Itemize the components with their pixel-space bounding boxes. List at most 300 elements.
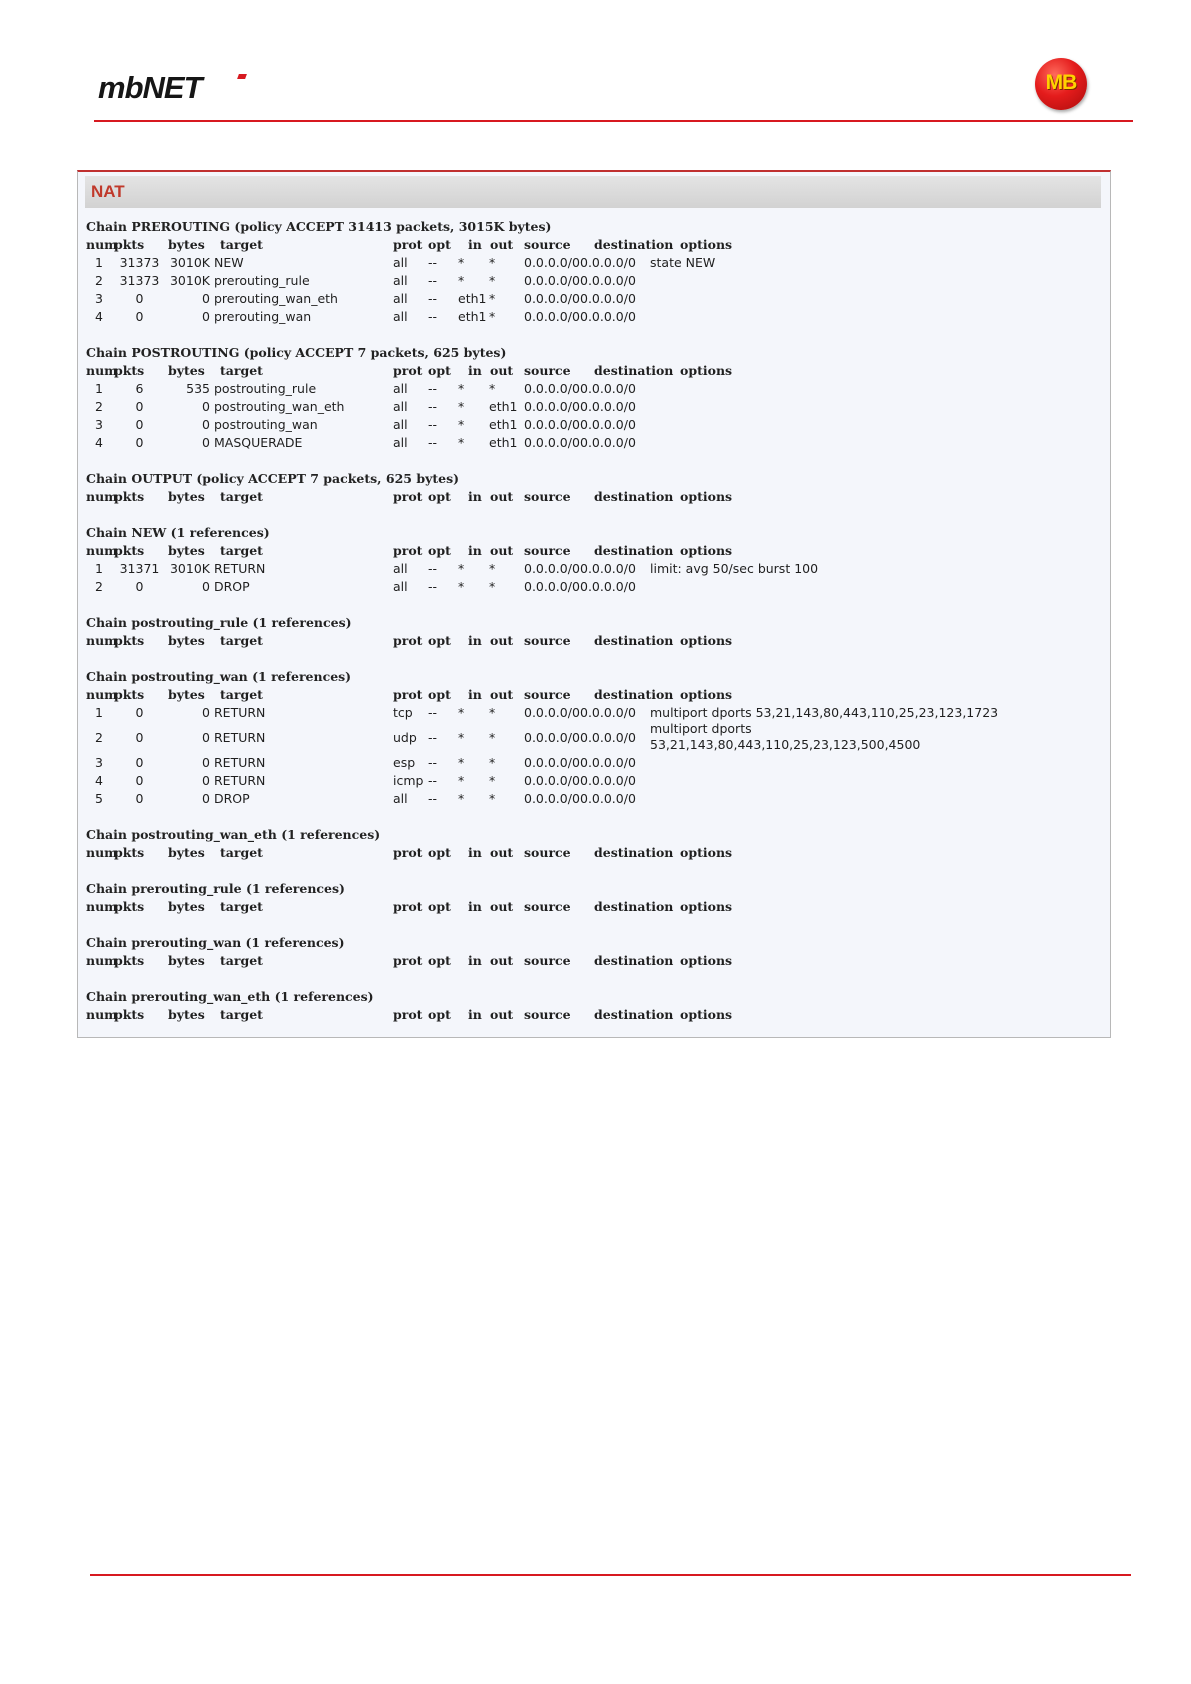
column-header-source: source [524,1007,571,1022]
cell-num: 4 [95,773,103,788]
cell-bytes: 0 [202,791,210,806]
cell-source: 0.0.0.0/0 [524,273,580,288]
cell-options: multiport dports [650,721,752,736]
cell-prot: all [393,291,408,306]
cell-target: NEW [214,255,244,270]
cell-pkts: 0 [135,791,144,806]
column-header-pkts: pkts [114,633,145,648]
nat-panel [77,170,1111,1038]
cell-num: 1 [95,705,103,720]
cell-prot: udp [393,730,417,745]
column-header-opt: opt [428,237,451,252]
cell-destination: 0.0.0.0/0 [580,791,636,806]
cell-bytes: 0 [202,417,210,432]
cell-opt: -- [428,309,438,324]
column-header-row [86,488,1106,506]
column-header-pkts: pkts [114,237,145,252]
cell-out: * [489,561,496,576]
cell-destination: 0.0.0.0/0 [580,273,636,288]
cell-prot: esp [393,755,416,770]
chain-title: Chain prerouting_wan_eth (1 references) [86,989,374,1004]
cell-in: * [458,791,465,806]
column-header-opt: opt [428,899,451,914]
rule-row [86,308,1106,326]
chain-block [86,344,1106,452]
column-header-out: out [490,633,514,648]
column-header-out: out [490,489,514,504]
column-header-options: options [680,1007,733,1022]
rule-row [86,398,1106,416]
chain-block [86,880,1106,916]
cell-destination: 0.0.0.0/0 [580,291,636,306]
column-header-target: target [220,363,263,378]
cell-target: RETURN [214,730,266,745]
cell-pkts: 0 [135,579,144,594]
cell-pkts: 0 [135,773,144,788]
cell-num: 4 [95,435,103,450]
chain-block [86,668,1106,808]
column-header-source: source [524,237,571,252]
column-header-row [86,686,1106,704]
column-header-num: num [86,489,118,504]
cell-out: * [489,273,496,288]
column-header-row [86,952,1106,970]
cell-target: RETURN [214,561,266,576]
column-header-in: in [468,489,482,504]
cell-num: 5 [95,791,103,806]
cell-in: * [458,773,465,788]
cell-source: 0.0.0.0/0 [524,791,580,806]
rule-row [86,772,1106,790]
chain-block [86,470,1106,506]
column-header-pkts: pkts [114,363,145,378]
column-header-bytes: bytes [168,899,205,914]
cell-opt: -- [428,255,438,270]
column-header-opt: opt [428,633,451,648]
cell-pkts: 31371 [119,561,160,576]
cell-out: * [489,309,496,324]
column-header-opt: opt [428,687,451,702]
column-header-out: out [490,953,514,968]
column-header-target: target [220,845,263,860]
cell-pkts: 31373 [119,255,160,270]
column-header-out: out [490,543,514,558]
column-header-target: target [220,953,263,968]
cell-num: 2 [95,273,103,288]
cell-source: 0.0.0.0/0 [524,773,580,788]
column-header-row [86,1006,1106,1024]
column-header-num: num [86,633,118,648]
column-header-options: options [680,687,733,702]
cell-num: 4 [95,309,103,324]
cell-prot: all [393,255,408,270]
column-header-options: options [680,953,733,968]
cell-opt: -- [428,399,438,414]
column-header-in: in [468,953,482,968]
column-header-bytes: bytes [168,489,205,504]
column-header-pkts: pkts [114,1007,145,1022]
cell-pkts: 6 [135,381,144,396]
cell-pkts: 0 [135,435,144,450]
cell-source: 0.0.0.0/0 [524,705,580,720]
cell-prot: all [393,791,408,806]
column-header-in: in [468,1007,482,1022]
rule-row [86,434,1106,452]
column-header-pkts: pkts [114,899,145,914]
chain-block [86,218,1106,326]
cell-destination: 0.0.0.0/0 [580,381,636,396]
cell-opt: -- [428,791,438,806]
cell-source: 0.0.0.0/0 [524,579,580,594]
chain-title: Chain postrouting_wan_eth (1 references) [86,827,381,842]
cell-out: * [489,291,496,306]
cell-options: state NEW [650,255,716,270]
column-header-destination: destination [594,363,674,378]
chain-list [86,218,1106,1042]
column-header-num: num [86,899,118,914]
cell-target: RETURN [214,705,266,720]
cell-in: * [458,705,465,720]
cell-target: postrouting_rule [214,381,317,396]
column-header-destination: destination [594,845,674,860]
chain-block [86,614,1106,650]
column-header-prot: prot [393,237,423,252]
rule-row [86,380,1106,398]
column-header-num: num [86,363,118,378]
cell-destination: 0.0.0.0/0 [580,705,636,720]
cell-bytes: 0 [202,705,210,720]
column-header-opt: opt [428,543,451,558]
logo-text: mbNET [98,70,202,105]
panel-title: NAT [91,182,125,201]
cell-destination: 0.0.0.0/0 [580,773,636,788]
chain-block [86,524,1106,596]
column-header-options: options [680,633,733,648]
cell-opt: -- [428,755,438,770]
cell-target: RETURN [214,755,266,770]
cell-bytes: 0 [202,399,210,414]
column-header-bytes: bytes [168,687,205,702]
column-header-num: num [86,687,118,702]
cell-source: 0.0.0.0/0 [524,309,580,324]
cell-bytes: 3010K [169,561,210,576]
cell-prot: all [393,435,408,450]
cell-num: 2 [95,399,103,414]
chain-block [86,988,1106,1024]
badge-text: MB [1045,71,1077,94]
cell-destination: 0.0.0.0/0 [580,399,636,414]
column-header-in: in [468,363,482,378]
column-header-source: source [524,899,571,914]
cell-bytes: 0 [202,773,210,788]
column-header-opt: opt [428,1007,451,1022]
column-header-target: target [220,543,263,558]
cell-in: * [458,399,465,414]
cell-out: * [489,381,496,396]
column-header-destination: destination [594,633,674,648]
cell-pkts: 0 [135,705,144,720]
cell-bytes: 3010K [169,273,210,288]
column-header-source: source [524,489,571,504]
column-header-in: in [468,237,482,252]
cell-num: 2 [95,579,103,594]
header-divider [94,120,1133,122]
cell-target: DROP [214,791,250,806]
cell-prot: all [393,561,408,576]
cell-target: prerouting_wan [214,309,312,324]
column-header-pkts: pkts [114,845,145,860]
column-header-in: in [468,845,482,860]
cell-in: eth1 [458,309,487,324]
rule-row [86,578,1106,596]
column-header-destination: destination [594,687,674,702]
column-header-bytes: bytes [168,363,205,378]
column-header-row [86,898,1106,916]
cell-destination: 0.0.0.0/0 [580,579,636,594]
column-header-prot: prot [393,543,423,558]
column-header-destination: destination [594,1007,674,1022]
cell-destination: 0.0.0.0/0 [580,435,636,450]
footer-divider [90,1574,1131,1576]
cell-opt: -- [428,291,438,306]
column-header-row [86,362,1106,380]
column-header-in: in [468,543,482,558]
cell-bytes: 0 [202,309,210,324]
column-header-target: target [220,1007,263,1022]
cell-out: eth1 [489,399,518,414]
column-header-bytes: bytes [168,1007,205,1022]
cell-num: 3 [95,755,103,770]
cell-pkts: 0 [135,730,144,745]
column-header-target: target [220,899,263,914]
column-header-opt: opt [428,845,451,860]
cell-in: * [458,435,465,450]
cell-bytes: 3010K [169,255,210,270]
cell-num: 3 [95,291,103,306]
cell-in: * [458,273,465,288]
cell-target: prerouting_rule [214,273,310,288]
cell-opt: -- [428,435,438,450]
cell-options: multiport dports 53,21,143,80,443,110,25,23,123,1723 [650,705,999,720]
column-header-pkts: pkts [114,953,145,968]
column-header-prot: prot [393,953,423,968]
column-header-pkts: pkts [114,687,145,702]
column-header-pkts: pkts [114,543,145,558]
cell-bytes: 0 [202,730,210,745]
cell-destination: 0.0.0.0/0 [580,255,636,270]
cell-prot: all [393,399,408,414]
column-header-row [86,542,1106,560]
cell-options: limit: avg 50/sec burst 100 [650,561,819,576]
column-header-bytes: bytes [168,633,205,648]
column-header-out: out [490,237,514,252]
chain-title: Chain POSTROUTING (policy ACCEPT 7 packets, 625 bytes) [86,345,507,360]
column-header-opt: opt [428,489,451,504]
column-header-prot: prot [393,687,423,702]
column-header-row [86,236,1106,254]
column-header-bytes: bytes [168,845,205,860]
cell-opt: -- [428,705,438,720]
cell-num: 2 [95,730,103,745]
cell-in: * [458,255,465,270]
column-header-out: out [490,687,514,702]
cell-target: DROP [214,579,250,594]
column-header-options: options [680,543,733,558]
mb-badge-icon [1035,58,1087,110]
cell-out: * [489,255,496,270]
chain-title: Chain OUTPUT (policy ACCEPT 7 packets, 625 bytes) [86,471,460,486]
column-header-prot: prot [393,363,423,378]
column-header-in: in [468,899,482,914]
cell-opt: -- [428,561,438,576]
column-header-in: in [468,687,482,702]
cell-opt: -- [428,273,438,288]
column-header-prot: prot [393,1007,423,1022]
cell-target: RETURN [214,773,266,788]
cell-out: * [489,773,496,788]
cell-in: * [458,579,465,594]
cell-destination: 0.0.0.0/0 [580,561,636,576]
column-header-prot: prot [393,845,423,860]
rule-row [86,560,1106,578]
column-header-source: source [524,633,571,648]
column-header-opt: opt [428,953,451,968]
column-header-target: target [220,237,263,252]
cell-out: eth1 [489,417,518,432]
cell-pkts: 0 [135,755,144,770]
column-header-out: out [490,899,514,914]
rule-row [86,704,1106,722]
column-header-source: source [524,543,571,558]
cell-num: 3 [95,417,103,432]
chain-block [86,934,1106,970]
cell-destination: 0.0.0.0/0 [580,417,636,432]
column-header-pkts: pkts [114,489,145,504]
panel-header [85,176,1101,208]
logo-accent-mark [237,74,247,79]
cell-out: * [489,730,496,745]
column-header-options: options [680,899,733,914]
cell-pkts: 31373 [119,273,160,288]
cell-destination: 0.0.0.0/0 [580,309,636,324]
column-header-source: source [524,953,571,968]
cell-prot: all [393,417,408,432]
cell-source: 0.0.0.0/0 [524,417,580,432]
cell-opt: -- [428,381,438,396]
column-header-prot: prot [393,489,423,504]
column-header-target: target [220,489,263,504]
rule-row [86,290,1106,308]
rule-row [86,416,1106,434]
column-header-num: num [86,543,118,558]
cell-pkts: 0 [135,417,144,432]
chain-title: Chain PREROUTING (policy ACCEPT 31413 packets, 3015K bytes) [86,219,552,234]
rule-row [86,254,1106,272]
cell-prot: all [393,273,408,288]
column-header-source: source [524,845,571,860]
column-header-options: options [680,489,733,504]
column-header-opt: opt [428,363,451,378]
column-header-options: options [680,845,733,860]
cell-source: 0.0.0.0/0 [524,255,580,270]
cell-opt: -- [428,579,438,594]
cell-source: 0.0.0.0/0 [524,730,580,745]
cell-num: 1 [95,561,103,576]
column-header-num: num [86,953,118,968]
column-header-bytes: bytes [168,543,205,558]
column-header-out: out [490,1007,514,1022]
column-header-prot: prot [393,633,423,648]
chain-title: Chain postrouting_wan (1 references) [86,669,352,684]
cell-bytes: 535 [186,381,210,396]
rule-row [86,722,1106,754]
column-header-destination: destination [594,237,674,252]
cell-out: * [489,791,496,806]
cell-opt: -- [428,730,438,745]
chain-title: Chain prerouting_wan (1 references) [86,935,345,950]
column-header-options: options [680,363,733,378]
cell-out: * [489,705,496,720]
cell-destination: 0.0.0.0/0 [580,730,636,745]
column-header-num: num [86,845,118,860]
column-header-out: out [490,845,514,860]
cell-in: * [458,730,465,745]
cell-out: eth1 [489,435,518,450]
column-header-destination: destination [594,543,674,558]
rule-row [86,272,1106,290]
cell-source: 0.0.0.0/0 [524,381,580,396]
cell-bytes: 0 [202,291,210,306]
cell-num: 1 [95,381,103,396]
rule-row [86,790,1106,808]
column-header-row [86,844,1106,862]
cell-bytes: 0 [202,579,210,594]
cell-in: * [458,561,465,576]
cell-opt: -- [428,417,438,432]
cell-out: * [489,755,496,770]
column-header-prot: prot [393,899,423,914]
cell-in: * [458,381,465,396]
cell-source: 0.0.0.0/0 [524,561,580,576]
column-header-source: source [524,687,571,702]
cell-in: eth1 [458,291,487,306]
column-header-bytes: bytes [168,237,205,252]
column-header-source: source [524,363,571,378]
mbnet-logo [98,70,202,106]
column-header-destination: destination [594,899,674,914]
cell-target: MASQUERADE [214,435,303,450]
cell-opt: -- [428,773,438,788]
column-header-target: target [220,633,263,648]
chain-title: Chain NEW (1 references) [86,525,270,540]
cell-destination: 0.0.0.0/0 [580,755,636,770]
column-header-num: num [86,1007,118,1022]
cell-bytes: 0 [202,435,210,450]
cell-bytes: 0 [202,755,210,770]
column-header-row [86,632,1106,650]
cell-target: prerouting_wan_eth [214,291,338,306]
column-header-out: out [490,363,514,378]
cell-pkts: 0 [135,309,144,324]
column-header-target: target [220,687,263,702]
cell-pkts: 0 [135,291,144,306]
cell-prot: icmp [393,773,424,788]
rule-row [86,754,1106,772]
cell-source: 0.0.0.0/0 [524,435,580,450]
cell-source: 0.0.0.0/0 [524,755,580,770]
cell-in: * [458,417,465,432]
cell-in: * [458,755,465,770]
